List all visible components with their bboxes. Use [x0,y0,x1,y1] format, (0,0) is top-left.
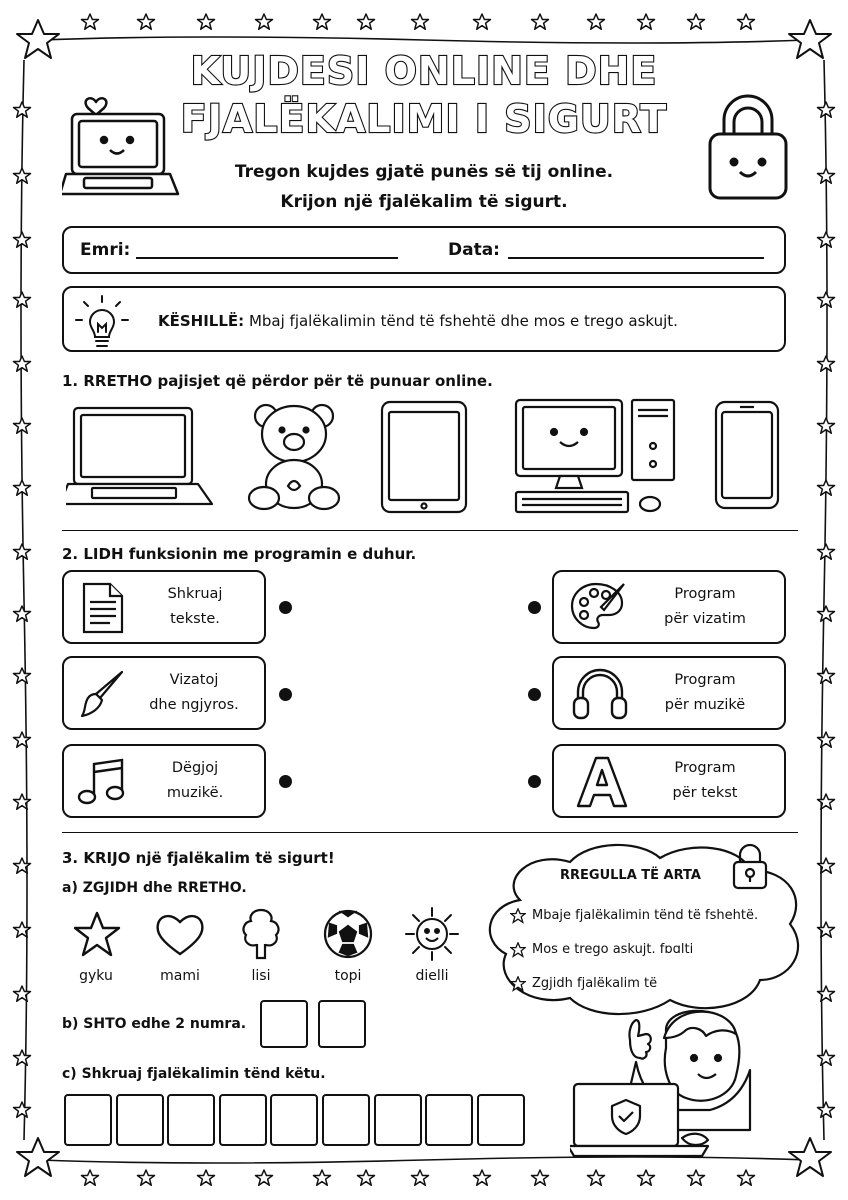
match-dot-left-1[interactable] [279,601,292,614]
border-star [532,14,549,29]
match-left-1-text: Shkruaj tekste. [167,586,223,627]
border-star [14,356,31,371]
password-cell-5[interactable] [270,1094,318,1146]
border-star [474,14,491,29]
number-box-1[interactable] [260,1000,308,1048]
name-field[interactable] [136,257,398,259]
rule-2: Mos e trego askujt. fɒɑlti [532,942,694,957]
border-star [412,1170,429,1185]
rule-3: Zgjidh fjalëkalim të [532,976,658,991]
password-cell-2[interactable] [116,1094,164,1146]
match-right-3-text: Program për tekst [672,760,738,801]
border-star [256,14,273,29]
match-right-2-text: Program për muzikë [664,672,746,713]
document-icon [80,582,126,634]
rule-star-icon [510,942,526,958]
divider-1 [62,530,798,531]
border-star [14,922,31,937]
border-star [314,1170,331,1185]
border-star [198,1170,215,1185]
section-1-title: 1. RRETHO pajisjet që përdor për të punuar online. [62,372,493,390]
headphones-icon [570,664,630,722]
soccer-ball-icon[interactable] [322,908,374,960]
rule-star-icon [510,976,526,992]
number-box-2[interactable] [318,1000,366,1048]
border-star [818,292,835,307]
border-star [314,14,331,29]
border-star [198,14,215,29]
step-b-label: b) SHTO edhe 2 numra. [62,1016,247,1032]
smartphone-icon[interactable] [712,398,782,512]
match-dot-right-1[interactable] [528,601,541,614]
star-icon[interactable] [72,910,122,960]
border-star [638,1170,655,1185]
worksheet-title-line-2: FJALËKALIMI I SIGURT [180,97,668,141]
border-star [818,986,835,1001]
match-dot-right-2[interactable] [528,688,541,701]
password-cell-1[interactable] [64,1094,112,1146]
border-star [14,1050,31,1065]
subtitle-line-2: Krijon një fjalëkalim të sigurt. [280,192,568,212]
symbol-label-2: mami [160,968,200,984]
border-star [532,1170,549,1185]
tip-text-line [158,312,678,330]
border-star [738,14,755,29]
smiling-laptop-icon [62,90,182,208]
symbol-label-1: gyku [79,968,113,984]
password-cell-8[interactable] [425,1094,473,1146]
border-star [588,1170,605,1185]
teddy-bear-icon[interactable] [244,400,344,512]
palette-icon [568,580,628,634]
symbol-label-4: topi [334,968,362,984]
border-star [14,858,31,873]
border-star [738,1170,755,1185]
divider-2 [62,832,798,833]
subtitle-line-1: Tregon kujdes gjatë punës së tij online. [234,162,614,182]
border-star [14,544,31,559]
password-cell-6[interactable] [322,1094,370,1146]
match-left-2-text: Vizatoj dhe ngjyros. [149,672,239,713]
border-star [358,14,375,29]
border-star [82,14,99,29]
desktop-computer-icon[interactable] [512,396,682,516]
border-star [358,1170,375,1185]
border-star [474,1170,491,1185]
match-right-1-text: Program për vizatim [664,586,746,627]
border-star [82,1170,99,1185]
smiling-padlock-icon [702,92,794,204]
password-cell-3[interactable] [167,1094,215,1146]
border-star [14,732,31,747]
sun-icon[interactable] [404,906,460,962]
border-star [818,544,835,559]
step-a-label: a) ZGJIDH dhe RRETHO. [62,880,247,896]
small-padlock-icon [730,842,770,892]
border-star [818,1050,835,1065]
worksheet-title-line-1: KUJDESI ONLINE DHE [190,49,658,93]
border-star [638,14,655,29]
border-star [14,668,31,683]
password-cell-7[interactable] [374,1094,422,1146]
match-dot-left-2[interactable] [279,688,292,701]
step-c-label: c) Shkruaj fjalëkalimin tënd këtu. [62,1066,326,1082]
tip-text: Mbaj fjalëkalimin tënd të fshehtë dhe mos e trego askujt. [248,312,678,330]
laptop-icon[interactable] [66,404,216,508]
rules-title: RREGULLA TË ARTA [560,868,701,883]
rule-star-icon [510,908,526,924]
border-star [138,1170,155,1185]
password-cell-4[interactable] [219,1094,267,1146]
name-label: Emri: [80,240,131,260]
border-star [588,14,605,29]
border-star [818,668,835,683]
border-star [14,1102,31,1117]
border-star [818,356,835,371]
tip-label: KËSHILLË: [158,312,245,330]
name-date-box [62,226,786,274]
tablet-icon[interactable] [378,398,470,516]
heart-icon[interactable] [154,912,206,958]
section-3-title: 3. KRIJO një fjalëkalim të sigurt! [62,849,335,867]
border-star [688,1170,705,1185]
border-star [14,292,31,307]
border-star [14,986,31,1001]
border-star [14,794,31,809]
border-star [412,14,429,29]
border-star [818,606,835,621]
letter-a-icon [574,754,630,810]
tree-icon[interactable] [238,906,284,962]
border-star [818,794,835,809]
border-star [14,606,31,621]
date-field[interactable] [508,257,764,259]
lightbulb-icon [70,288,134,354]
symbol-label-3: lisi [251,968,271,984]
symbol-label-5: dielli [415,968,449,984]
match-left-3-text: Dëgjoj muzikë. [166,760,224,801]
date-label: Data: [448,240,500,260]
match-dot-left-3[interactable] [279,775,292,788]
paintbrush-icon [76,668,128,720]
border-star [818,922,835,937]
border-star [818,858,835,873]
border-star [688,14,705,29]
music-note-icon [76,756,128,808]
password-cell-9[interactable] [477,1094,525,1146]
boy-with-laptop-illustration [570,1000,766,1160]
match-dot-right-3[interactable] [528,775,541,788]
rule-1: Mbaje fjalëkalimin tënd të fshehtë. [532,908,759,923]
border-star [138,14,155,29]
border-star [818,1102,835,1117]
border-star [818,732,835,747]
section-2-title: 2. LIDH funksionin me programin e duhur. [62,545,417,563]
border-star [256,1170,273,1185]
